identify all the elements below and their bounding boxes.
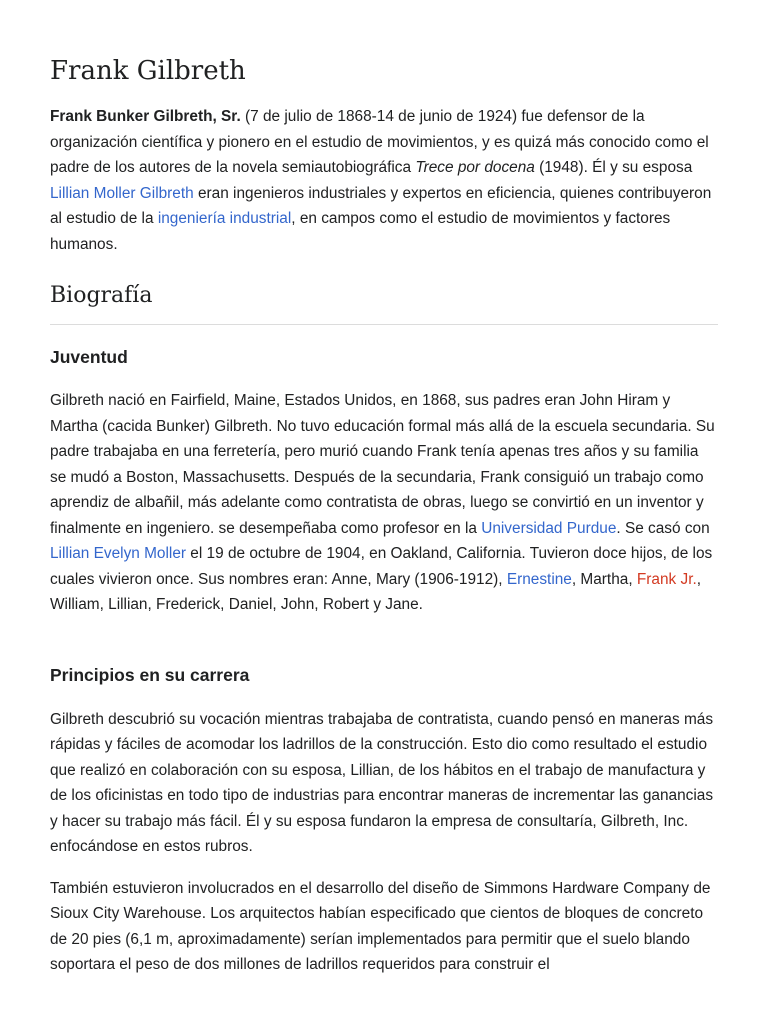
link-lillian-moller-gilbreth[interactable]: Lillian Moller Gilbreth <box>50 184 194 202</box>
intro-text-1: (7 de julio de 1868-14 de junio de 1924) fue defensor de la organización científica y pionero en el estudio de movimientos, y es quizá más conocido como el padre de los autores de la novela semiautobiográfica <box>50 108 709 177</box>
carrera-paragraph-1: Gilbreth descubrió su vocación mientras trabajaba de contratista, cuando pensó en maneras más rápidas y fáciles de acomodar los ladrillos de la construcción. Esto dio como resultado el estudio que realizó en colaboración con su esposa, Lillian, de los hábitos en el trabajo de manufactura y de los oficinistas en todo tipo de industrias para encontrar maneras de incrementar las ganancias y hacer su trabajo más fácil. Él y su esposa fundaron la empresa de consultaría, Gilbreth, Inc. enfocándose en estos rubros. <box>50 710 714 856</box>
juventud-paragraph <box>50 388 718 618</box>
juventud-text-2: . Se casó con <box>616 519 710 537</box>
intro-book-title: Trece por docena <box>415 159 535 177</box>
intro-text-3: eran ingenieros industriales y expertos en eficiencia, quienes contribuyeron al estudio de la <box>50 184 712 228</box>
juventud-text-3: el 19 de octubre de 1904, en Oakland, California. Tuvieron doce hijos, de los cuales vivieron once. Sus nombres eran: Anne, Mary (1906-1912), <box>50 545 713 588</box>
section-heading-biografia: Biografía <box>50 283 718 324</box>
link-ernestine[interactable]: Ernestine <box>506 570 572 588</box>
juventud-text-5: , William, Lillian, Frederick, Daniel, John, Robert y Jane. <box>50 570 702 614</box>
intro-paragraph <box>50 104 718 257</box>
carrera-paragraph-2: También estuvieron involucrados en el desarrollo del diseño de Simmons Hardware Company de Sioux City Warehouse. Los arquitectos habían especificado que cientos de bloques de concreto de 20 pies (6,1 m, aproximadamente) serían implementados para permitir que el suelo blando soportara el peso de dos millones de ladrillos requeridos para construir el <box>50 879 711 974</box>
link-lillian-evelyn-moller[interactable]: Lillian Evelyn Moller <box>50 545 187 563</box>
intro-text-4: , en campos como el estudio de movimientos y factores humanos. <box>50 210 671 253</box>
intro-text-2: (1948). Él y su esposa <box>534 159 693 177</box>
page-title: Frank Gilbreth <box>50 56 246 86</box>
link-universidad-purdue[interactable]: Universidad Purdue <box>481 519 617 537</box>
link-frank-jr[interactable]: Frank Jr. <box>636 570 697 588</box>
juventud-text-4: , Martha, <box>571 570 637 588</box>
subsection-heading-juventud: Juventud <box>50 346 128 367</box>
juventud-text-1: Gilbreth nació en Fairfield, Maine, Estados Unidos, en 1868, sus padres eran John Hiram y Martha (cacida Bunker) Gilbreth. No tuvo educación formal más allá de la escuela secundaria. Su padre trabajaba en una ferretería, pero murió cuando Frank tenía apenas tres años y su familia se mudó a Boston, Massachusetts. Después de la secundaria, Frank consiguió un trabajo como aprendiz de albañil, más adelante como contratista de obras, luego se convirtió en un inventor y finalmente en ingeniero. se desempeñaba como profesor en la <box>50 392 715 537</box>
subsection-heading-carrera: Principios en su carrera <box>50 664 250 685</box>
intro-bold-name: Frank Bunker Gilbreth, Sr. <box>50 108 241 126</box>
link-ingenieria-industrial[interactable]: ingeniería industrial <box>157 210 292 228</box>
